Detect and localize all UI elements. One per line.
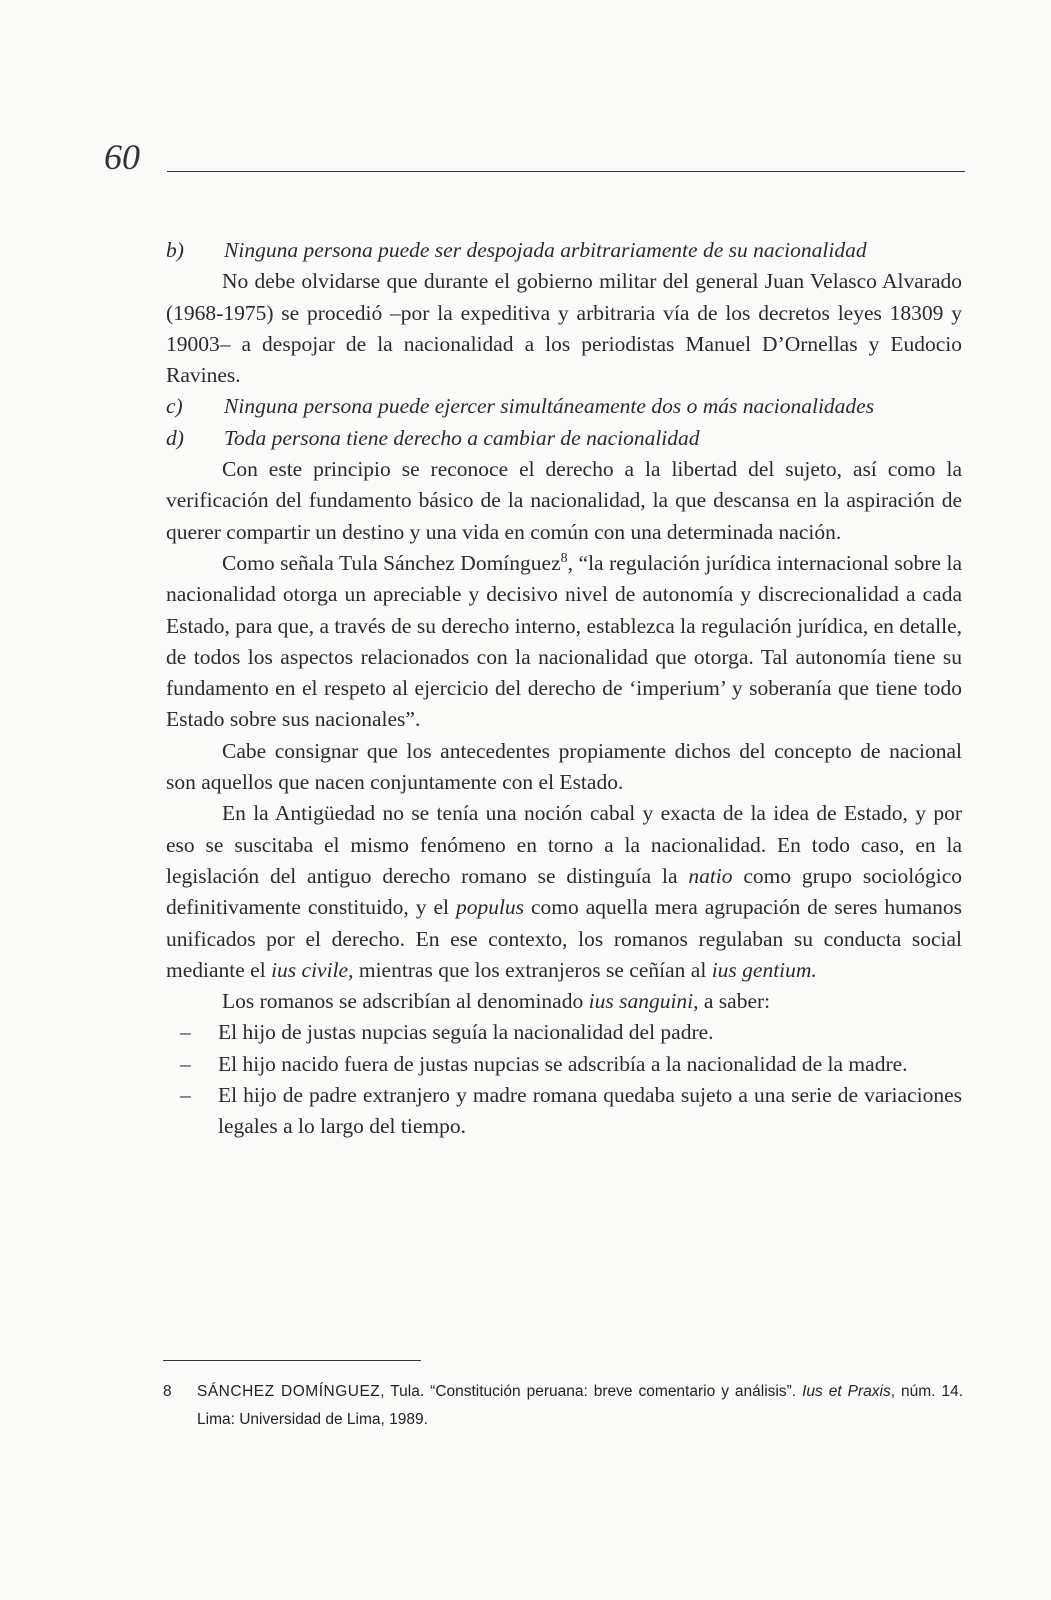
item-d-title: Toda persona tiene derecho a cambiar de nacionalidad: [224, 425, 700, 450]
footnote: [163, 1378, 963, 1434]
paragraph-sanchez-quote: [166, 548, 962, 736]
item-d-paragraph: Con este principio se reconoce el derecho a la libertad del sujeto, así como la verificación del fundamento básico de la nacionalidad, la que descansa en la aspiración de querer compartir un destino y una vida en común con una determinada nación.: [166, 457, 962, 544]
paragraph-antiguedad: [166, 798, 962, 986]
footnote-rule: [163, 1360, 421, 1361]
footnote-journal: Ius et Praxis: [802, 1383, 891, 1400]
paragraph-ius-sanguini: [166, 986, 962, 1017]
list-item: [166, 1049, 962, 1080]
list-item: [166, 1080, 962, 1143]
paragraph-antecedentes: Cabe consignar que los antecedentes propiamente dichos del concepto de nacional son aquellos que nacen conjuntamente con el Estado.: [166, 738, 962, 795]
footnote-ref: 8: [560, 550, 568, 566]
footnote-number: 8: [163, 1383, 172, 1400]
item-c-letter: c): [166, 394, 183, 419]
list-dash: –: [180, 1051, 191, 1076]
p3-c: como aquella mera agrupación de seres humanos unificados por el derecho. En ese contexto, los romanos regulaban su conducta social mediante el: [166, 895, 962, 982]
term-ius-civile: ius civile: [271, 957, 349, 982]
footnote-text: [197, 1378, 963, 1434]
footnote-text-a: , Tula. “Constitución peruana: breve comentario y análisis”.: [380, 1383, 803, 1400]
footnote-text-b: , núm. 14. Lima: Universidad de Lima, 1989.: [197, 1383, 963, 1428]
list-item: [166, 1017, 962, 1048]
item-c-heading: [166, 391, 962, 422]
list-item-text: El hijo nacido fuera de justas nupcias se adscribía a la nacionalidad de la madre.: [218, 1051, 908, 1076]
list-item-text: El hijo de padre extranjero y madre romana quedaba sujeto a una serie de variaciones legales a lo largo del tiempo.: [218, 1083, 962, 1139]
item-b-paragraph: No debe olvidarse que durante el gobierno militar del general Juan Velasco Alvarado (1968-1975) se procedió –por la expeditiva y arbitraria vía de los decretos leyes 18309 y 19003– a despojar de la nacionalidad a los periodistas Manuel D’Ornellas y Eudocio Ravines.: [166, 269, 962, 388]
term-natio: natio: [688, 863, 733, 888]
p4-a: Los romanos se adscribían al denominado: [222, 989, 589, 1014]
p3-b: como grupo sociológico definitivamente constituido, y el: [166, 863, 962, 920]
item-d-letter: d): [166, 425, 184, 450]
term-ius-gentium: ius gentium.: [711, 957, 817, 982]
header-rule: [167, 171, 965, 172]
item-b-title: Ninguna persona puede ser despojada arbitrariamente de su nacionalidad: [224, 238, 867, 262]
p3-a: En la Antigüedad no se tenía una noción cabal y exacta de la idea de Estado, y por eso se suscitaba el mismo fenómeno en torno a la nacionalidad. En todo caso, en la legislación del antiguo derecho romano se distinguía la: [166, 801, 962, 888]
p1-after: , “la regulación jurídica internacional sobre la nacionalidad otorga un apreciable y decisivo nivel de autonomía y discrecionalidad a cada Estado, para que, a través de su derecho interno, establezca la regulación jurídica, en detalle, de todos los aspectos relacionados con la nacionalidad que otorga. Tal autonomía tiene su fundamento en el respeto al ejercicio del derecho de ‘imperium’ y soberanía que tiene todo Estado sobre sus nacionales”.: [166, 550, 962, 732]
item-d-heading: [166, 423, 962, 454]
term-ius-sanguini: ius sanguini: [588, 989, 694, 1014]
list-item-text: El hijo de justas nupcias seguía la nacionalidad del padre.: [218, 1020, 714, 1045]
p3-d: , mientras que los extranjeros se ceñían al: [348, 957, 712, 982]
term-populus: populus: [455, 895, 525, 920]
item-b-letter: b): [166, 238, 184, 262]
list-dash: –: [180, 1020, 191, 1045]
page-number: 60: [104, 137, 140, 177]
item-c-title: Ninguna persona puede ejercer simultáneamente dos o más nacionalidades: [224, 394, 875, 419]
list-dash: –: [180, 1083, 191, 1108]
item-b-heading: [166, 235, 962, 266]
footnote-author: SÁNCHEZ DOMÍNGUEZ: [197, 1383, 381, 1400]
p1-before: Como señala Tula Sánchez Domínguez: [222, 550, 561, 575]
main-text: [166, 235, 962, 1143]
p4-b: , a saber:: [693, 989, 771, 1014]
